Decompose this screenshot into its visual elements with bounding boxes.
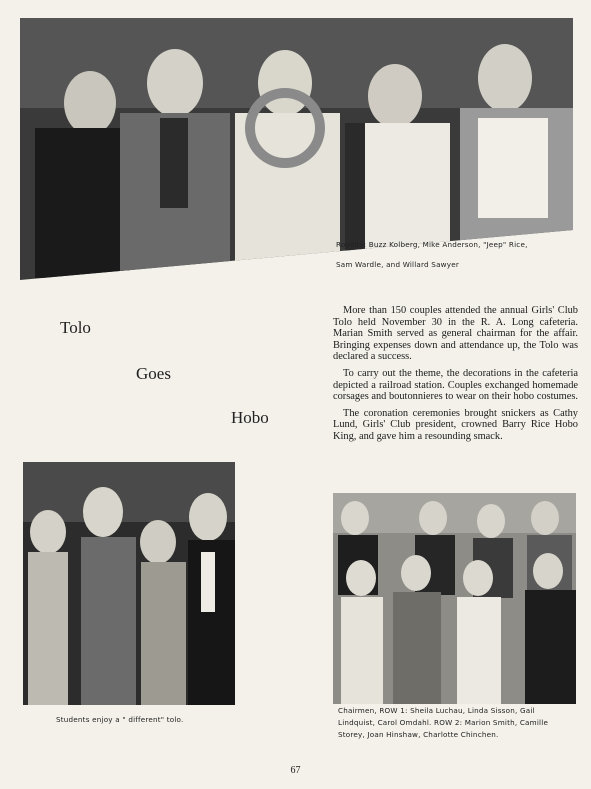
chairmen-caption-line2: Lindquist, Carol Omdahl. ROW 2: Marion Smith, Camille <box>338 718 549 727</box>
chairmen-caption-line3: Storey, Joan Hinshaw, Charlotte Chinchen. <box>338 730 499 739</box>
page-number: 67 <box>290 765 301 776</box>
title-word-hobo: Hobo <box>231 408 269 427</box>
article-body <box>333 305 578 448</box>
chairmen-caption <box>338 705 583 741</box>
students-caption: Students enjoy a " different" tolo. <box>56 715 184 724</box>
students-photo <box>23 462 235 705</box>
chairmen-photo <box>333 493 576 704</box>
royalty-caption-line1: Royalty: Buzz Kolberg, Mike Anderson, "Jeep" Rice, <box>336 240 528 249</box>
royalty-caption <box>336 238 576 271</box>
title-word-goes: Goes <box>136 364 171 383</box>
title-word-tolo: Tolo <box>60 318 91 337</box>
chairmen-caption-line1: Chairmen, ROW 1: Sheila Luchau, Linda Sisson, Gail <box>338 706 535 715</box>
article-paragraph-3: The coronation ceremonies brought snickers as Cathy Lund, Girls' Club president, crowned Barry Rice Hobo King, and gave him a resounding smack. <box>333 407 578 442</box>
royalty-caption-line2: Sam Wardle, and Willard Sawyer <box>336 260 459 269</box>
article-paragraph-2: To carry out the theme, the decorations in the cafeteria depicted a railroad station. Couples exchanged homemade corsages and boutonnieres to wear on their hobo costumes. <box>333 367 578 403</box>
article-paragraph-1: More than 150 couples attended the annual Girls' Club Tolo held November 30 in the R. A. Long cafeteria. Marian Smith served as general chairman for the affair. Bringing expenses down and attendance up, the Tolo was declared a success. <box>333 305 578 363</box>
